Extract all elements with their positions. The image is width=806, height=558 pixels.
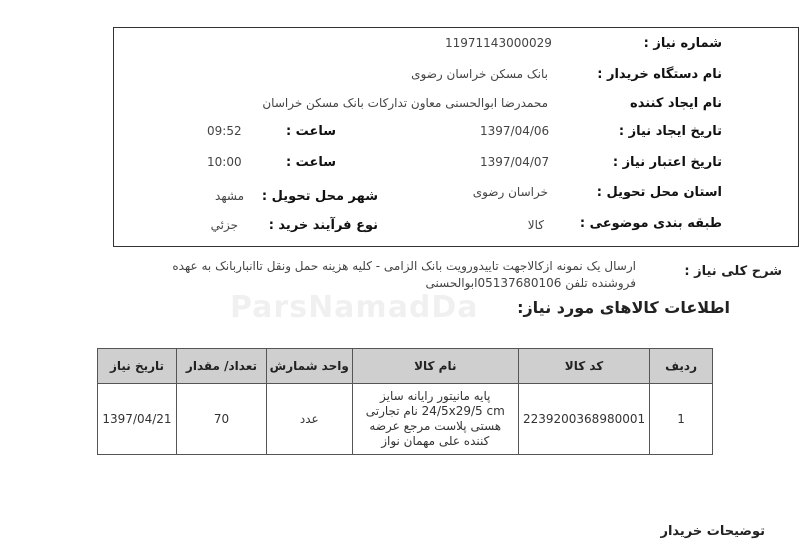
cell-date: 1397/04/21 <box>98 384 177 455</box>
buyer-org-label: نام دستگاه خریدار : <box>597 67 722 82</box>
need-number-label: شماره نیاز : <box>643 36 722 51</box>
cell-unit: عدد <box>266 384 352 455</box>
creator-value: محمدرضا ابوالحسنی معاون تدارکات بانک مسکن خراسان <box>262 96 548 110</box>
creator-label: نام ایجاد کننده <box>630 96 722 111</box>
goods-section-title: اطلاعات کالاهای مورد نیاز: <box>517 298 730 317</box>
cell-row: 1 <box>650 384 713 455</box>
col-header-unit: واحد شمارش <box>266 349 352 384</box>
cell-qty: 70 <box>176 384 266 455</box>
buyer-org-value: بانک مسکن خراسان رضوی <box>411 67 548 81</box>
watermark: ParsNamadDa <box>230 290 479 325</box>
cell-code: 2239200368980001 <box>518 384 649 455</box>
cell-name: پایه مانیتور رایانه سایز 24/5x29/5 cm نام تجارتی هستی پلاست مرجع عرضه کننده علی مهمان نواز <box>352 384 518 455</box>
goods-table-header-row <box>98 349 713 384</box>
description-label: شرح کلی نیاز : <box>684 264 782 279</box>
col-header-date: تاریخ نیاز <box>98 349 177 384</box>
col-header-row: ردیف <box>650 349 713 384</box>
buyer-notes-label: توضیحات خریدار <box>660 524 765 539</box>
delivery-city-label: شهر محل تحویل : <box>261 189 378 204</box>
created-time-label: ساعت : <box>285 124 336 139</box>
valid-time-label: ساعت : <box>285 155 336 170</box>
description-text: ارسال یک نمونه ازکالاجهت تاییدورویت بانک الزامی - کلیه هزینه حمل ونقل تاانباربانک به عهده فروشنده تلفن 05137680106ابوالحسنی <box>172 259 636 290</box>
delivery-province-value: خراسان رضوی <box>472 185 548 199</box>
table-row <box>98 384 713 455</box>
purchase-type-value: جزئي <box>210 218 238 232</box>
created-date-value: 1397/04/06 <box>480 124 550 138</box>
delivery-city-value: مشهد <box>215 189 244 203</box>
category-label: طبقه بندی موضوعی : <box>579 216 722 231</box>
valid-date-value: 1397/04/07 <box>480 155 550 169</box>
col-header-name: نام کالا <box>352 349 518 384</box>
col-header-code: کد کالا <box>518 349 649 384</box>
need-number-value: 11971143000029 <box>445 36 552 50</box>
created-time-value: 09:52 <box>207 124 242 138</box>
valid-date-label: تاریخ اعتبار نیاز : <box>612 155 722 170</box>
created-date-label: تاریخ ایجاد نیاز : <box>618 124 722 139</box>
category-value: کالا <box>527 218 544 232</box>
valid-time-value: 10:00 <box>207 155 242 169</box>
purchase-type-label: نوع فرآیند خرید : <box>268 218 378 233</box>
delivery-province-label: استان محل تحویل : <box>596 185 722 200</box>
goods-table <box>97 348 713 455</box>
col-header-qty: تعداد/ مقدار <box>176 349 266 384</box>
